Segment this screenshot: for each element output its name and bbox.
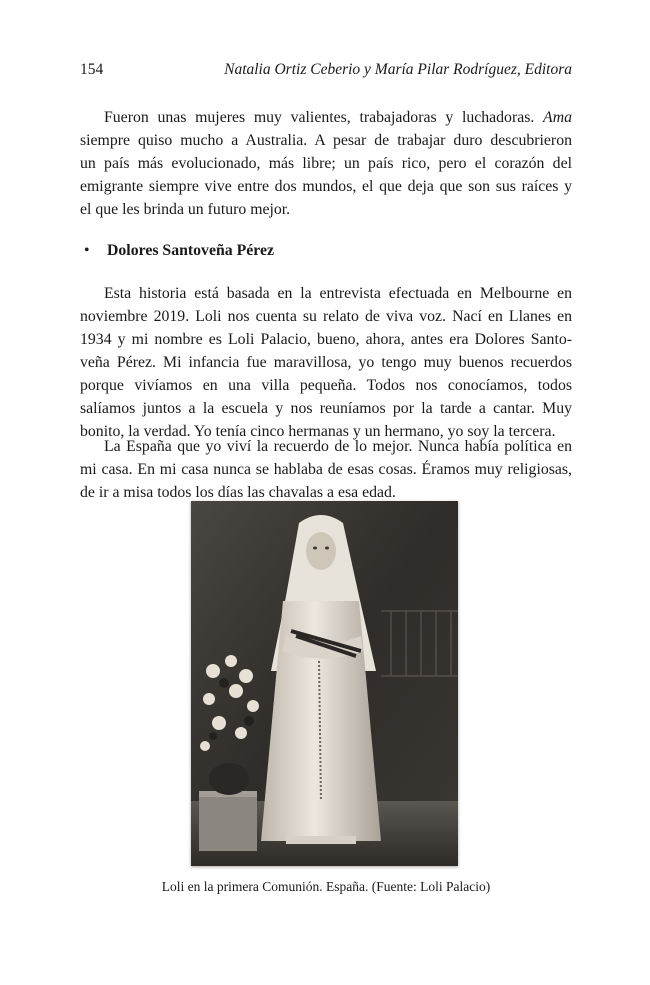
paragraph-line: bonito, la verdad. Yo tenía cinco hermanas y un hermano, yo soy la tercera. xyxy=(80,423,556,440)
paragraph-line: salíamos juntos a la escuela y nos reuníamos por la tarde a cantar. Muy xyxy=(80,400,572,417)
paragraph-line: un país más evolucionado, más libre; un país rico, pero el corazón del xyxy=(80,155,572,172)
paragraph-1 xyxy=(80,106,572,221)
figure-caption: Loli en la primera Comunión. España. (Fuente: Loli Palacio) xyxy=(161,879,491,894)
paragraph-line: de ir a misa todos los días las chavalas a esa edad. xyxy=(80,484,396,501)
running-title: Natalia Ortiz Ceberio y María Pilar Rodríguez, Editora xyxy=(224,61,572,78)
paragraph-line: veña Pérez. Mi infancia fue maravillosa, yo tengo muy buenos recuerdos xyxy=(80,354,572,371)
paragraph-line: noviembre 2019. Loli nos cuenta su relato de viva voz. Nací en Llanes en xyxy=(80,308,572,325)
page-number: 154 xyxy=(80,61,104,78)
paragraph-line: Esta historia está basada en la entrevista efectuada en Melbourne en xyxy=(104,285,572,302)
paragraph-line: Fueron unas mujeres muy valientes, trabajadoras y luchadoras. Ama xyxy=(104,109,573,126)
paragraph-2 xyxy=(80,282,572,443)
italic-word: Ama xyxy=(543,109,573,126)
paragraph-line: La España que yo viví la recuerdo de lo mejor. Nunca había política en xyxy=(104,438,572,455)
paragraph-line: siempre quiso mucho a Australia. A pesar de trabajar duro descubrieron xyxy=(80,132,572,149)
paragraph-line: porque vivíamos en una villa pequeña. Todos nos conocíamos, todos xyxy=(80,377,572,394)
section-heading-text: Dolores Santoveña Pérez xyxy=(107,242,275,259)
paragraph-line: el que les brinda un futuro mejor. xyxy=(80,201,291,218)
paragraph-line: 1934 y mi nombre es Loli Palacio, bueno, ahora, antes era Dolores Santo- xyxy=(80,331,572,348)
communion-photo xyxy=(191,501,458,866)
communion-photo-illustration xyxy=(191,501,458,866)
paragraph-line: emigrante siempre vive entre dos mundos, el que deja que son sus raíces y xyxy=(80,178,572,195)
bullet-marker: • xyxy=(84,242,90,259)
paragraph-3 xyxy=(80,435,572,504)
paragraph-line: mi casa. En mi casa nunca se hablaba de esas cosas. Éramos muy religiosas, xyxy=(80,461,572,478)
